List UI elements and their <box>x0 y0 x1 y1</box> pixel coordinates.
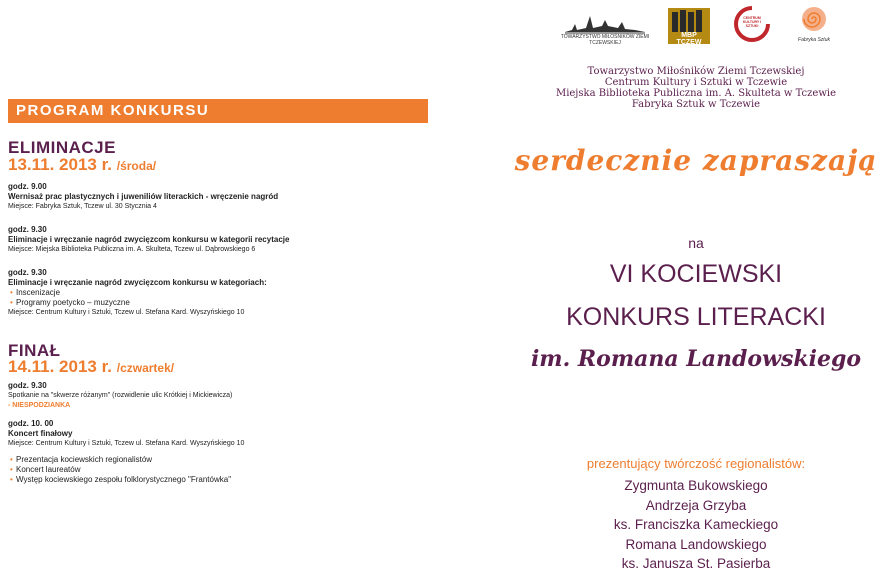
event-title: Eliminacje i wręczanie nagród zwycięzcom konkursu w kategorii recytacje <box>8 235 290 244</box>
event-name-line1: VI KOCIEWSKI <box>609 260 783 288</box>
logo-strip <box>560 4 870 48</box>
event-hour: godz. 10. 00 <box>8 419 54 428</box>
date-text: 14.11. 2013 r. <box>8 357 112 376</box>
organizers-list <box>500 66 892 110</box>
surprise-label: - NIESPODZIANKA <box>8 402 71 409</box>
program-header-bar: PROGRAM KONKURSU <box>8 99 428 123</box>
list-item: • Inscenizacje <box>8 288 428 298</box>
logo-caption: Fabryka Sztuk <box>798 37 830 43</box>
event-koncert <box>8 419 428 485</box>
invitation-heading: serdecznie zapraszają <box>514 144 878 177</box>
list-item: • Występ kociewskiego zespołu folklorystycznego "Frantówka" <box>8 475 428 485</box>
list-item: ks. Janusza St. Pasierba <box>621 556 771 571</box>
list-item: • Programy poetycko – muzyczne <box>8 298 428 308</box>
organizer-line: Towarzystwo Miłośników Ziemi Tczewskiej <box>587 66 805 77</box>
event-title: Koncert finałowy <box>8 429 73 438</box>
centrum-kultury-logo <box>732 4 772 48</box>
organizer-line: Fabryka Sztuk w Tczewie <box>631 99 761 110</box>
spiral-icon <box>794 4 834 38</box>
list-item: Andrzeja Grzyba <box>645 497 747 513</box>
event-place: Miejsce: Fabryka Sztuk, Tczew ul. 30 Stycznia 4 <box>8 203 157 210</box>
logo-caption: TOWARZYSTWO MIŁOŚNIKÓW ZIEMI TCZEWSKIEJ <box>560 34 650 46</box>
eliminations-date <box>8 156 156 175</box>
day-text: /czwartek/ <box>116 361 175 375</box>
na-text: na <box>688 235 704 251</box>
event-title: Eliminacje i wręczanie nagród zwycięzcom konkursu w kategoriach: <box>8 278 267 287</box>
event-hour: godz. 9.30 <box>8 268 47 277</box>
category-list <box>8 288 428 308</box>
event-skwer <box>8 381 428 411</box>
organizer-line: Miejska Biblioteka Publiczna im. A. Skulteta w Tczewie <box>555 88 837 99</box>
list-item: Zygmunta Bukowskiego <box>624 478 768 493</box>
event-place: Miejsce: Miejska Biblioteka Publiczna im. A. Skulteta, Tczew ul. Dąbrowskiego 6 <box>8 246 256 253</box>
event-recytacje <box>8 225 428 255</box>
final-date <box>8 358 174 377</box>
event-kategorie <box>8 268 428 318</box>
mbp-logo <box>666 4 712 48</box>
list-item: Romana Landowskiego <box>625 536 767 552</box>
event-name-line2: KONKURS LITERACKI <box>566 303 826 331</box>
event-hour: godz. 9.00 <box>8 182 47 191</box>
patron-name: im. Romana Landowskiego <box>530 346 862 372</box>
event-hour: godz. 9.30 <box>8 381 47 390</box>
logo-caption: CENTRUM KULTURY I SZTUKI <box>742 16 762 28</box>
event-place: Miejsce: Centrum Kultury i Sztuki, Tczew ul. Stefana Kard. Wyszyńskiego 10 <box>8 440 245 447</box>
presenting-label: prezentujący twórczość regionalistów: <box>586 456 806 471</box>
event-hour: godz. 9.30 <box>8 225 47 234</box>
towarzystwo-logo <box>560 4 650 48</box>
regionalists-list <box>500 476 892 574</box>
event-place: Miejsce: Centrum Kultury i Sztuki, Tczew ul. Stefana Kard. Wyszyńskiego 10 <box>8 309 245 316</box>
list-item: • Prezentacja kociewskich regionalistów <box>8 455 428 465</box>
date-text: 13.11. 2013 r. <box>8 155 112 174</box>
eliminations-title: ELIMINACJE <box>8 138 116 157</box>
final-title: FINAŁ <box>8 341 61 360</box>
day-text: /środa/ <box>116 159 157 173</box>
concert-list <box>8 455 428 485</box>
fabryka-sztuk-logo <box>794 4 834 48</box>
logo-caption: MBP TCZEW <box>676 32 702 46</box>
list-item: ks. Franciszka Kameckiego <box>613 517 779 532</box>
organizer-line: Centrum Kultury i Sztuki w Tczewie <box>604 77 788 88</box>
event-title: Wernisaż prac plastycznych i juweniliów literackich - wręczenie nagród <box>8 192 279 201</box>
list-item: • Koncert laureatów <box>8 465 428 475</box>
event-wernisaz <box>8 182 428 212</box>
event-text: Spotkanie na "skwerze różanym" (rozwidlenie ulic Krótkiej i Mickiewicza) <box>8 392 233 399</box>
